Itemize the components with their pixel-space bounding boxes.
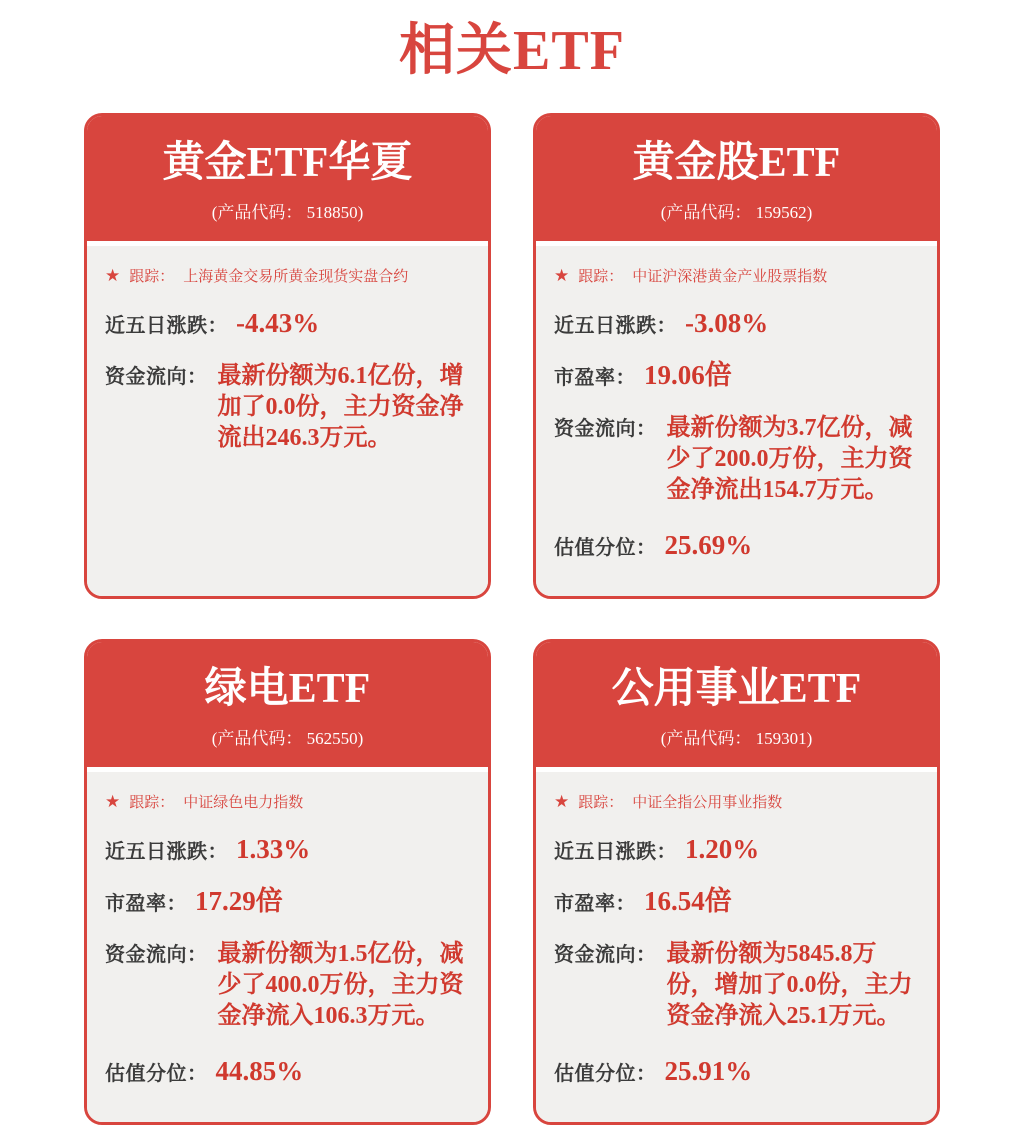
star-icon: ★ — [554, 791, 570, 811]
stat-row — [105, 1056, 468, 1087]
stat-row — [554, 834, 917, 865]
stat-label: 市盈率： — [105, 892, 187, 915]
stat-list — [105, 308, 468, 455]
tracking-row — [554, 791, 917, 812]
stat-label: 估值分位： — [554, 1062, 657, 1085]
stat-value: 1.20% — [685, 833, 760, 864]
stat-label: 资金流向： — [105, 943, 208, 966]
stat-row — [554, 530, 917, 561]
stat-row — [554, 308, 917, 339]
stat-label: 近五日涨跌： — [105, 840, 228, 863]
stat-label: 近五日涨跌： — [105, 314, 228, 337]
tracking-index-name: 上海黄金交易所黄金现货实盘合约 — [183, 267, 409, 285]
stat-label: 近五日涨跌： — [554, 840, 677, 863]
stat-row — [105, 834, 468, 865]
etf-card-body — [536, 246, 937, 596]
stat-label: 估值分位： — [105, 1062, 208, 1085]
etf-card-header — [87, 642, 488, 767]
stat-row — [554, 412, 917, 507]
etf-card-body — [536, 772, 937, 1122]
page-title: 相关ETF — [399, 20, 625, 82]
tracking-label: 跟踪： — [578, 793, 624, 811]
etf-card-header — [536, 642, 937, 767]
stat-row — [554, 1056, 917, 1087]
stat-row — [105, 938, 468, 1033]
star-icon: ★ — [105, 791, 121, 811]
stat-label: 资金流向： — [554, 418, 657, 441]
stat-label: 市盈率： — [554, 892, 636, 915]
stat-label: 资金流向： — [554, 943, 657, 966]
stat-value: 最新份额为5845.8万份，增加了0.0份，主力资金净流入25.1万元。 — [666, 940, 913, 1030]
stat-value: 1.33% — [236, 833, 311, 864]
stat-label: 市盈率： — [554, 367, 636, 390]
stat-value: 25.91% — [664, 1055, 753, 1086]
stat-row — [554, 360, 917, 391]
etf-product-code: (产品代码： 159562) — [660, 202, 813, 222]
star-icon: ★ — [105, 265, 121, 285]
stat-value: 19.06倍 — [644, 360, 732, 391]
etf-card-header — [87, 116, 488, 241]
etf-card — [84, 639, 491, 1125]
tracking-index-name: 中证沪深港黄金产业股票指数 — [632, 267, 828, 285]
etf-card-body — [87, 772, 488, 1122]
stat-label: 估值分位： — [554, 536, 657, 559]
etf-name: 绿电ETF — [204, 665, 371, 712]
etf-card-header — [536, 116, 937, 241]
stat-row — [105, 360, 468, 455]
star-icon: ★ — [554, 265, 570, 285]
stat-row — [105, 308, 468, 339]
stat-list — [554, 308, 917, 561]
etf-product-code: (产品代码： 159301) — [660, 728, 813, 748]
stat-list — [105, 834, 468, 1087]
etf-card — [533, 113, 940, 599]
etf-name: 黄金ETF华夏 — [162, 139, 413, 186]
stat-row — [105, 886, 468, 917]
etf-card — [533, 639, 940, 1125]
etf-card-body — [87, 246, 488, 596]
stat-value: 最新份额为3.7亿份，减少了200.0万份，主力资金净流出154.7万元。 — [666, 415, 913, 504]
stat-list — [554, 834, 917, 1087]
stat-value: 16.54倍 — [644, 885, 732, 916]
stat-label: 资金流向： — [105, 366, 208, 389]
tracking-row — [554, 265, 917, 286]
stat-row — [554, 938, 917, 1033]
stat-value: 44.85% — [215, 1055, 304, 1086]
etf-name: 公用事业ETF — [611, 665, 862, 712]
etf-product-code: (产品代码： 562550) — [211, 728, 364, 748]
stat-value: 17.29倍 — [195, 885, 283, 916]
stat-row — [554, 886, 917, 917]
tracking-label: 跟踪： — [578, 267, 624, 285]
etf-product-code: (产品代码： 518850) — [211, 202, 364, 222]
etf-card — [84, 113, 491, 599]
stat-value: 25.69% — [664, 529, 753, 560]
stat-label: 近五日涨跌： — [554, 314, 677, 337]
etf-card-grid — [84, 113, 940, 1125]
stat-value: -4.43% — [236, 307, 320, 338]
stat-value: 最新份额为6.1亿份，增加了0.0份，主力资金净流出246.3万元。 — [217, 363, 464, 452]
tracking-label: 跟踪： — [129, 267, 175, 285]
tracking-label: 跟踪： — [129, 793, 175, 811]
etf-name: 黄金股ETF — [632, 139, 841, 186]
tracking-index-name: 中证全指公用事业指数 — [632, 793, 783, 811]
tracking-index-name: 中证绿色电力指数 — [183, 793, 304, 811]
tracking-row — [105, 791, 468, 812]
stat-value: -3.08% — [685, 307, 769, 338]
tracking-row — [105, 265, 468, 286]
stat-value: 最新份额为1.5亿份，减少了400.0万份，主力资金净流入106.3万元。 — [217, 940, 464, 1030]
